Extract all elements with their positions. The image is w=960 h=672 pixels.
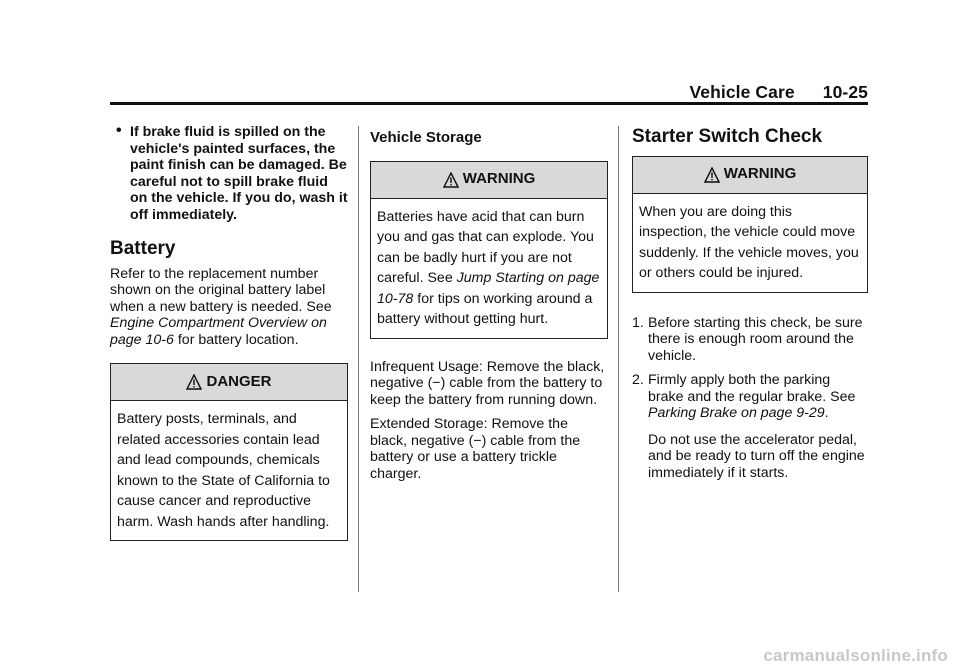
warning-box-starter bbox=[632, 156, 868, 293]
warning-triangle-icon bbox=[443, 172, 459, 188]
warning-label: WARNING bbox=[723, 165, 797, 183]
danger-header bbox=[111, 364, 347, 401]
vehicle-storage-heading: Vehicle Storage bbox=[370, 129, 482, 146]
bullet-text: If brake fluid is spilled on the vehicle's painted surfaces, the paint finish can be damaged. Be careful not to spill brake fluid on the vehicle. If you do, wash it off immediately. bbox=[130, 124, 348, 223]
column-1 bbox=[110, 124, 348, 541]
jump-starting-reference-link: Jump Starting on page 10‑78 bbox=[377, 270, 600, 307]
step-text-2: . bbox=[824, 405, 829, 421]
header-rule bbox=[110, 102, 868, 105]
step-text: Before starting this check, be sure there is enough room around the vehicle. bbox=[648, 314, 863, 364]
extended-storage-paragraph: Extended Storage: Remove the black, negative (−) cable from the battery or use a battery trickle charger. bbox=[370, 416, 581, 482]
brake-fluid-bullet bbox=[110, 124, 348, 223]
warning-text-starter: When you are doing this inspection, the vehicle could move suddenly. If the vehicle moves, you or others could be injured. bbox=[639, 203, 859, 281]
warning-box-storage bbox=[370, 161, 608, 339]
battery-text-2: for battery location. bbox=[177, 331, 299, 348]
bullet-icon: • bbox=[116, 122, 122, 139]
section-title: Vehicle Care bbox=[689, 82, 795, 102]
step-note: Do not use the accelerator pedal, and be ready to turn off the engine immediately if it starts. bbox=[648, 431, 865, 481]
warning-triangle-icon bbox=[704, 167, 720, 183]
parking-brake-reference-link: Parking Brake on page 9‑29 bbox=[648, 405, 825, 421]
warning-text-1: Batteries have acid that can burn you and gas that can explode. You can be badly hurt if you are not careful. See bbox=[377, 208, 594, 286]
column-divider-2 bbox=[618, 126, 619, 592]
column-divider-1 bbox=[358, 126, 359, 592]
warning-text-2: for tips on working around a battery without getting hurt. bbox=[377, 290, 593, 327]
page-header bbox=[689, 82, 868, 103]
warning-text-storage bbox=[371, 199, 607, 338]
watermark: carmanualsonline.info bbox=[763, 646, 948, 665]
starter-switch-heading: Starter Switch Check bbox=[632, 126, 823, 147]
battery-text-1: Refer to the replacement number shown on the original battery label when a new battery is needed. See bbox=[110, 265, 332, 315]
infrequent-usage-paragraph: Infrequent Usage: Remove the black, negative (−) cable from the battery to keep the battery from running down. bbox=[370, 358, 605, 408]
warning-triangle-icon bbox=[186, 374, 202, 390]
page-number: 10-25 bbox=[822, 82, 868, 102]
column-2 bbox=[370, 124, 608, 482]
list-item-step-1 bbox=[632, 315, 868, 365]
column-3 bbox=[632, 124, 868, 481]
danger-box bbox=[110, 363, 348, 541]
danger-label: DANGER bbox=[206, 372, 272, 390]
battery-heading: Battery bbox=[110, 238, 176, 259]
battery-paragraph bbox=[110, 266, 348, 349]
step-number: 2. bbox=[632, 372, 644, 388]
warning-header-storage bbox=[371, 162, 607, 199]
step-text-1: Firmly apply both the parking brake and the regular brake. See bbox=[648, 372, 856, 405]
battery-reference-link: Engine Compartment Overview on page 10‑6 bbox=[110, 315, 327, 348]
list-item-step-2 bbox=[632, 372, 868, 481]
warning-label: WARNING bbox=[462, 170, 536, 188]
danger-text: Battery posts, terminals, and related accessories contain lead and lead compounds, chemicals known to the State of California to cause cancer and reproductive harm. Wash hands after handling. bbox=[117, 411, 330, 530]
step-number: 1. bbox=[632, 314, 644, 331]
warning-header-starter bbox=[633, 157, 867, 194]
